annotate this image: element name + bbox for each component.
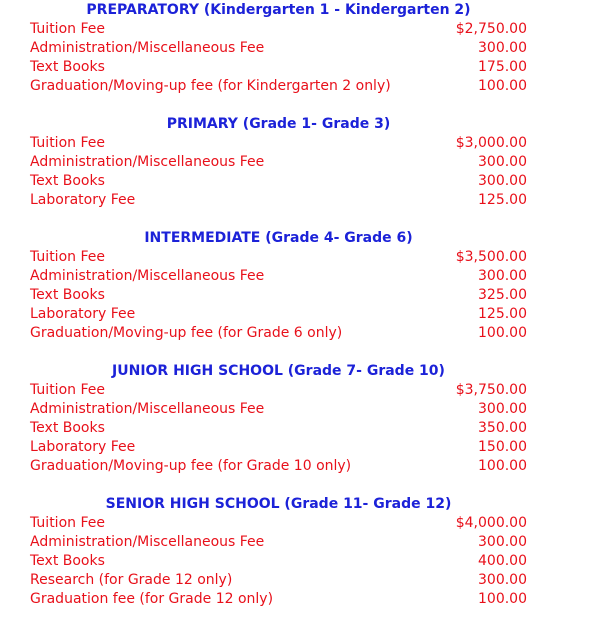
section-title: PRIMARY (Grade 1- Grade 3) — [166, 116, 391, 132]
fee-label: Graduation fee (for Grade 12 only) — [30, 591, 274, 607]
fee-label: Administration/Miscellaneous Fee — [30, 534, 265, 550]
fee-amount: 125.00 — [478, 192, 527, 208]
fee-row — [30, 419, 527, 438]
fee-label: Graduation/Moving-up fee (for Kindergarten 2 only) — [30, 78, 391, 94]
fee-label: Research (for Grade 12 only) — [30, 572, 233, 588]
fee-amount: 325.00 — [478, 287, 527, 303]
fee-label: Laboratory Fee — [30, 192, 136, 208]
fee-row — [30, 77, 527, 96]
fee-amount: 175.00 — [478, 59, 527, 75]
fee-amount: $3,000.00 — [455, 135, 527, 151]
fee-amount: 150.00 — [478, 439, 527, 455]
fee-row — [30, 590, 527, 609]
fee-amount: 100.00 — [478, 458, 527, 474]
section-title: INTERMEDIATE (Grade 4- Grade 6) — [144, 230, 413, 246]
section-title: PREPARATORY (Kindergarten 1 - Kindergarten 2) — [86, 2, 471, 18]
fee-amount: 300.00 — [478, 40, 527, 56]
fee-row — [30, 533, 527, 552]
fee-label: Administration/Miscellaneous Fee — [30, 401, 265, 417]
fee-amount: 300.00 — [478, 154, 527, 170]
fee-label: Tuition Fee — [30, 21, 105, 37]
fee-amount: 400.00 — [478, 553, 527, 569]
section-title: SENIOR HIGH SCHOOL (Grade 11- Grade 12) — [105, 496, 452, 512]
section-preparatory — [30, 1, 527, 96]
fee-label: Administration/Miscellaneous Fee — [30, 154, 265, 170]
fee-row — [30, 286, 527, 305]
fee-label: Graduation/Moving-up fee (for Grade 10 only) — [30, 458, 352, 474]
fee-row — [30, 172, 527, 191]
fee-label: Text Books — [30, 173, 105, 189]
fee-amount: $3,500.00 — [455, 249, 527, 265]
fee-label: Text Books — [30, 287, 105, 303]
section-primary — [30, 115, 527, 210]
fee-label: Tuition Fee — [30, 249, 105, 265]
fee-amount: 300.00 — [478, 534, 527, 550]
fee-row — [30, 438, 527, 457]
fee-row — [30, 571, 527, 590]
fee-row — [30, 20, 527, 39]
fee-amount: $3,750.00 — [455, 382, 527, 398]
fee-row — [30, 248, 527, 267]
fee-label: Laboratory Fee — [30, 439, 136, 455]
fee-row — [30, 153, 527, 172]
fee-label: Text Books — [30, 59, 105, 75]
fee-amount: 100.00 — [478, 78, 527, 94]
section-intermediate — [30, 229, 527, 343]
fee-amount: 100.00 — [478, 325, 527, 341]
fee-row — [30, 305, 527, 324]
fee-label: Graduation/Moving-up fee (for Grade 6 only) — [30, 325, 343, 341]
fee-row — [30, 457, 527, 476]
fee-amount: 300.00 — [478, 572, 527, 588]
section-title: JUNIOR HIGH SCHOOL (Grade 7- Grade 10) — [112, 363, 445, 379]
fee-label: Administration/Miscellaneous Fee — [30, 40, 265, 56]
fee-row — [30, 514, 527, 533]
fee-amount: $2,750.00 — [455, 21, 527, 37]
fee-row — [30, 267, 527, 286]
section-junior-high — [30, 362, 527, 476]
fee-row — [30, 400, 527, 419]
fee-amount: 300.00 — [478, 268, 527, 284]
fee-amount: 350.00 — [478, 420, 527, 436]
fee-label: Laboratory Fee — [30, 306, 136, 322]
fee-label: Tuition Fee — [30, 515, 105, 531]
fee-row — [30, 134, 527, 153]
fee-label: Tuition Fee — [30, 382, 105, 398]
fee-label: Tuition Fee — [30, 135, 105, 151]
fee-label: Administration/Miscellaneous Fee — [30, 268, 265, 284]
fee-row — [30, 58, 527, 77]
fee-row — [30, 552, 527, 571]
fee-label: Text Books — [30, 420, 105, 436]
fee-amount: $4,000.00 — [455, 515, 527, 531]
fee-row — [30, 191, 527, 210]
fee-amount: 100.00 — [478, 591, 527, 607]
fee-row — [30, 39, 527, 58]
fee-amount: 300.00 — [478, 401, 527, 417]
fee-row — [30, 381, 527, 400]
fee-row — [30, 324, 527, 343]
section-senior-high — [30, 495, 527, 609]
fee-amount: 300.00 — [478, 173, 527, 189]
fee-label: Text Books — [30, 553, 105, 569]
fee-amount: 125.00 — [478, 306, 527, 322]
